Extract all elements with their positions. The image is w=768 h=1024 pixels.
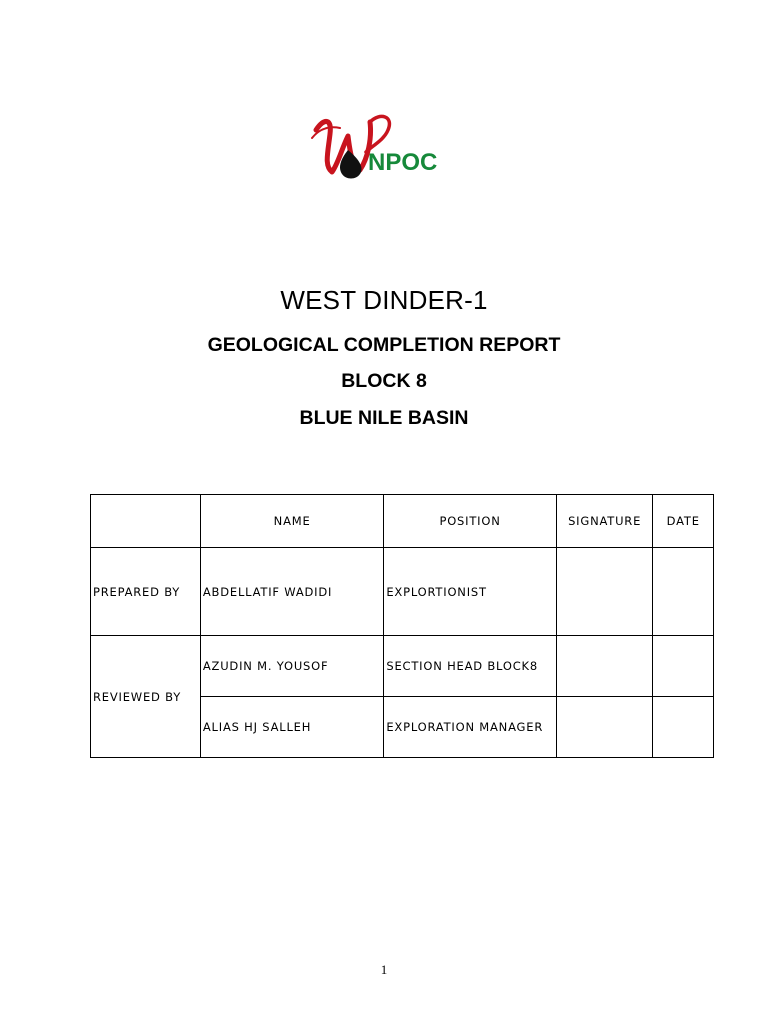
name-cell: ALIAS HJ SALLEH xyxy=(200,697,383,758)
header-cell-date: DATE xyxy=(653,495,714,548)
header-cell-name: NAME xyxy=(200,495,383,548)
table-row-reviewed-1 xyxy=(91,636,714,697)
table-header-row xyxy=(91,495,714,548)
position-cell: EXPLORATION MANAGER xyxy=(384,697,556,758)
npoc-logo-mark xyxy=(310,108,470,186)
npoc-logo xyxy=(310,108,470,186)
page-number: 1 xyxy=(380,962,388,977)
role-cell-prepared: PREPARED BY xyxy=(91,548,201,636)
table-row-prepared xyxy=(91,548,714,636)
block-title: BLOCK 8 xyxy=(341,370,427,392)
basin-title: BLUE NILE BASIN xyxy=(299,407,469,429)
date-cell xyxy=(653,636,714,697)
report-type-title: GEOLOGICAL COMPLETION REPORT xyxy=(207,334,561,356)
role-cell-reviewed: REVIEWED BY xyxy=(91,636,201,758)
name-cell: AZUDIN M. YOUSOF xyxy=(200,636,383,697)
position-cell: SECTION HEAD BLOCK8 xyxy=(384,636,556,697)
date-cell xyxy=(653,548,714,636)
header-cell-signature: SIGNATURE xyxy=(556,495,653,548)
well-name-title: WEST DINDER-1 xyxy=(280,285,488,315)
signature-cell xyxy=(556,697,653,758)
name-cell: ABDELLATIF WADIDI xyxy=(200,548,383,636)
date-cell xyxy=(653,697,714,758)
header-cell-blank xyxy=(91,495,201,548)
position-cell: EXPLORTIONIST xyxy=(384,548,556,636)
header-cell-position: POSITION xyxy=(384,495,556,548)
signature-cell xyxy=(556,636,653,697)
signature-cell xyxy=(556,548,653,636)
signoff-table xyxy=(90,494,714,758)
logo-text: NPOC xyxy=(368,149,438,176)
